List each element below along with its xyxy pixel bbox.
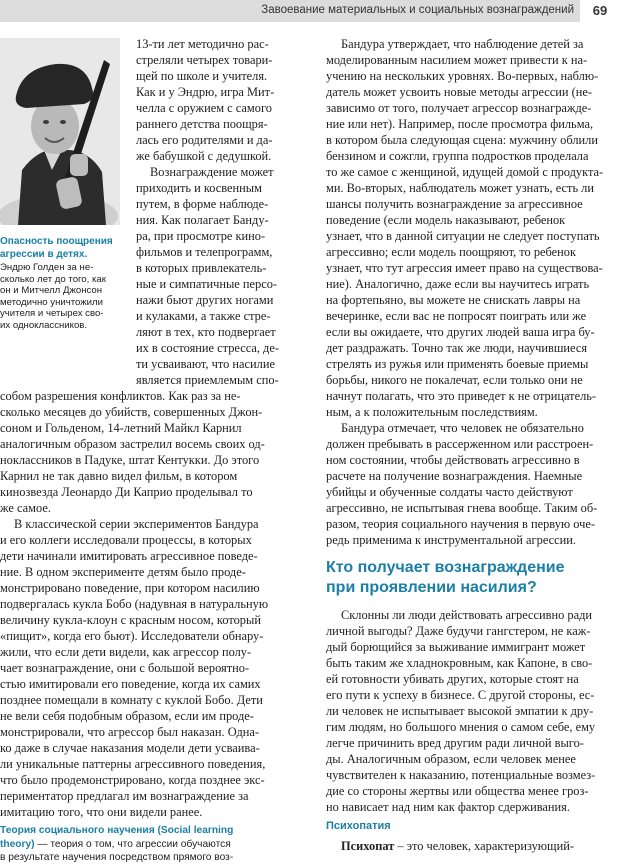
body-line: редь применима к инструментальной агрессии.	[326, 533, 576, 547]
body-line: лась его родителями и да-	[136, 133, 273, 147]
heading-line: при проявлении насилия?	[326, 579, 537, 596]
body-line: ти усваивают, что насилие	[136, 357, 275, 371]
body-line: же самое.	[0, 501, 51, 515]
body-line: расчете на получение вознаграждения. Наемные	[326, 469, 583, 483]
body-line: фильмов и телепрограмм,	[136, 245, 273, 259]
body-line: соном и Гольденом, 14-летний Майкл Карнил	[0, 421, 242, 435]
body-line: не вели себя подобным образом, если им проде-	[0, 709, 254, 723]
running-header	[0, 0, 620, 22]
body-line: стью имитировали его поведение, когда их самих	[0, 677, 261, 691]
caption-line: он и Митчелл Джонсон	[0, 285, 103, 297]
body-line: дый борющийся за выживание иммигрант может	[326, 640, 586, 654]
body-line: щей по школе и учителя.	[136, 69, 268, 83]
child-with-rifle-photo	[0, 38, 120, 225]
body-line: дети начинали имитировать агрессивное поведе-	[0, 549, 258, 563]
body-line: то же самое с женщиной, идущей домой с продукта-	[326, 165, 604, 179]
body-line: Бандура отмечает, что человек не обязательно	[341, 421, 584, 435]
body-line: ей готовности убивать других, которые стоят на	[326, 672, 579, 686]
body-line: ко даже в случае наказания модели дети усваива-	[0, 741, 260, 755]
body-line: приходить и косвенным	[136, 181, 262, 195]
definition-term: Теория социального научения (Social learning	[0, 825, 234, 836]
body-line: дие со стороны жертвы или общества менее гроз-	[326, 784, 589, 798]
body-line: поведение (если модель наказывают, ребенок	[326, 213, 566, 227]
body-line: бензином и сожгли, группа подростков проделала	[326, 149, 589, 163]
body-line: в которых привлекатель-	[136, 261, 267, 275]
body-line: ния. Как полагает Банду-	[136, 213, 269, 227]
body-line: агрессивно, не испытывая гнева вообще. Таким об-	[326, 501, 598, 515]
body-line: их в состояние стресса, де-	[136, 341, 279, 355]
body-line: путем, в форме наблюде-	[136, 197, 269, 211]
body-line: нажи бьют других ногами	[136, 293, 274, 307]
body-line: жили, что если дети видели, как агрессор полу-	[0, 645, 252, 659]
body-line: вечеринке, если вас не попросят поиграть или же	[326, 309, 587, 323]
body-line: и его коллеги исследовали процессы, в которых	[0, 533, 252, 547]
body-line: в котором была следующая сцена: мужчину облили	[326, 133, 598, 147]
body-line: узнает, что тут агрессия имеет право на существова-	[326, 261, 603, 275]
caption-line: учителя и четырех сво-	[0, 308, 104, 320]
body-line: чает вознаграждение, они с большой вероятно-	[0, 661, 250, 675]
body-line: величину кукла-клоун с красным носом, который	[0, 613, 261, 627]
body-line: аналогичным образом застрелил восемь своих од-	[0, 437, 265, 451]
body-line: позднее помещали в комнату с куклой Бобо. Дети	[0, 693, 263, 707]
body-line: стрелять из ружья или применять боевые приемы	[326, 357, 589, 371]
body-line: раннего детства поощря-	[136, 117, 268, 131]
chapter-title: Завоевание материальных и социальных вознаграждений	[261, 4, 574, 16]
caption-line: сколько лет до того, как	[0, 273, 106, 285]
body-line: ноклассников в Падуке, штат Кентукки. До этого	[0, 453, 260, 467]
body-line: но нависает над ним как фактор сдерживания.	[326, 800, 570, 814]
body-line: Карнил не так давно видел фильм, в котором	[0, 469, 238, 483]
definition-box	[0, 824, 290, 865]
caption-line: их одноклассников.	[0, 319, 88, 331]
photo-caption-body	[0, 262, 120, 332]
body-line: стреляли четырех товари-	[136, 53, 273, 67]
body-line: ном состоянии, чтобы действовать агрессивно в	[326, 453, 580, 467]
section-heading	[326, 558, 565, 598]
body-line: подвергалась кукла Бобо (надувная в натуральную	[0, 597, 269, 611]
psycho-text: – это человек, характеризующий-	[394, 839, 574, 853]
definition-line: в результате научения посредством прямого воз-	[0, 852, 234, 864]
caption-line: методично уничтожили	[0, 296, 103, 308]
body-line: Вознаграждение может	[150, 165, 274, 179]
body-line: 13-ти лет методично рас-	[136, 37, 269, 51]
body-line: Склонны ли люди действовать агрессивно ради	[341, 608, 593, 622]
body-line: зависимо от того, получает агрессор вознагражде-	[326, 101, 592, 115]
heading-line: Кто получает вознаграждение	[326, 559, 565, 576]
body-line: Бандура утверждает, что наблюдение детей за	[341, 37, 584, 51]
body-line: ние. В одном эксперименте детям было проде-	[0, 565, 246, 579]
body-line: гим людям, но большого мнения о самом себе, ему	[326, 720, 596, 734]
body-line: личной выгоды? Даже будучи гангстером, не каж-	[326, 624, 591, 638]
body-line: дет раздражать. Точно так же люди, научившиеся	[326, 341, 588, 355]
subsection-heading: Психопатия	[326, 820, 391, 832]
psycho-term: Психопат	[341, 839, 395, 853]
body-line: узнает, что в данной ситуации не следует поступать	[326, 229, 600, 243]
caption-title-line: агрессии в детях.	[0, 248, 88, 260]
body-line: что было продемонстрировано, когда позднее экс-	[0, 773, 265, 787]
body-line: ра, при просмотре кино-	[136, 229, 266, 243]
body-line: ляют в тех, кто подвергает	[136, 325, 276, 339]
body-line: ми. Во-вторых, наблюдатель может узнать, есть ли	[326, 181, 595, 195]
body-line: сколько месяцев до убийств, совершенных Джон-	[0, 405, 263, 419]
body-line: ние). Аналогично, даже если вы научитесь играть	[326, 277, 590, 291]
body-line: монстрировано поведение, при котором насилию	[0, 581, 260, 595]
body-line: ды. Аналогичным образом, если человек менее	[326, 752, 576, 766]
body-line: разом, теория социального научения в первую оче-	[326, 517, 596, 531]
body-line: ные и симпатичные персо-	[136, 277, 278, 291]
body-line: легче причинить вред другим ради личной выго-	[326, 736, 584, 750]
definition-text: — теория о том, что агрессии обучаются	[34, 838, 231, 850]
body-line: Как и у Эндрю, игра Мит-	[136, 85, 275, 99]
body-line: имитацию того, что они видели ранее.	[0, 805, 203, 819]
body-line: «пищит», когда его бьют). Исследователи обнару-	[0, 629, 264, 643]
body-line: борьбы, никого не покалечат, если только они не	[326, 373, 583, 387]
body-line	[341, 839, 574, 854]
body-line: и кулаками, а также стре-	[136, 309, 271, 323]
body-line: его пути к успеху в бизнесе. С другой стороны, ес-	[326, 688, 595, 702]
body-line: начнут полагать, что это приведет к не отрицатель-	[326, 389, 597, 403]
body-line: датель может усвоить новые методы агрессии (не-	[326, 85, 592, 99]
body-line: быть таким же хладнокровным, как Капоне, в сво-	[326, 656, 593, 670]
definition-term-end: theory)	[0, 838, 35, 850]
body-line: ние или нет). Например, после просмотра фильма,	[326, 117, 594, 131]
body-line: убийцы и обученные солдаты часто действуют	[326, 485, 573, 499]
body-line: является приемлемым спо-	[136, 373, 279, 387]
body-line: должен пребывать в рассерженном или расстроен-	[326, 437, 594, 451]
body-line: если вы ожидаете, что других людей ваша игра бу-	[326, 325, 595, 339]
body-line: кинозвезда Леонардо Ди Каприо проделывал то	[0, 485, 253, 499]
caption-line: Эндрю Голден за не-	[0, 262, 94, 273]
body-line: ли человек не испытывает высокой эмпатии к дру-	[326, 704, 594, 718]
body-line: же бабушкой с дедушкой.	[136, 149, 272, 163]
page-number: 69	[580, 0, 620, 22]
body-line: шансы получить вознаграждение за агрессивное	[326, 197, 583, 211]
photo-caption-title	[0, 236, 120, 261]
body-line: моделированным насилием может привести к на-	[326, 53, 588, 67]
body-line: учению на нескольких уровнях. Во-первых, наблю-	[326, 69, 599, 83]
body-line: периментатор предлагал им вознаграждение за	[0, 789, 249, 803]
body-line: чувствителен к наказанию, потенциальные возмез-	[326, 768, 596, 782]
caption-title-line: Опасность поощрения	[0, 236, 113, 247]
body-line: на фортепьяно, вы можете не снискать лавры на	[326, 293, 581, 307]
body-line: собом разрешения конфликтов. Как раз за не-	[0, 389, 241, 403]
body-line: монстрировали, что агрессор был наказан. Одна-	[0, 725, 260, 739]
body-line: челла с оружием с самого	[136, 101, 272, 115]
body-line: ли уникальные паттерны агрессивного поведения,	[0, 757, 266, 771]
body-line: В классической серии экспериментов Бандура	[14, 517, 259, 531]
body-line: агрессивно; если модель поощряют, то ребенок	[326, 245, 577, 259]
body-line: ным, а к положительным последствиям.	[326, 405, 538, 419]
